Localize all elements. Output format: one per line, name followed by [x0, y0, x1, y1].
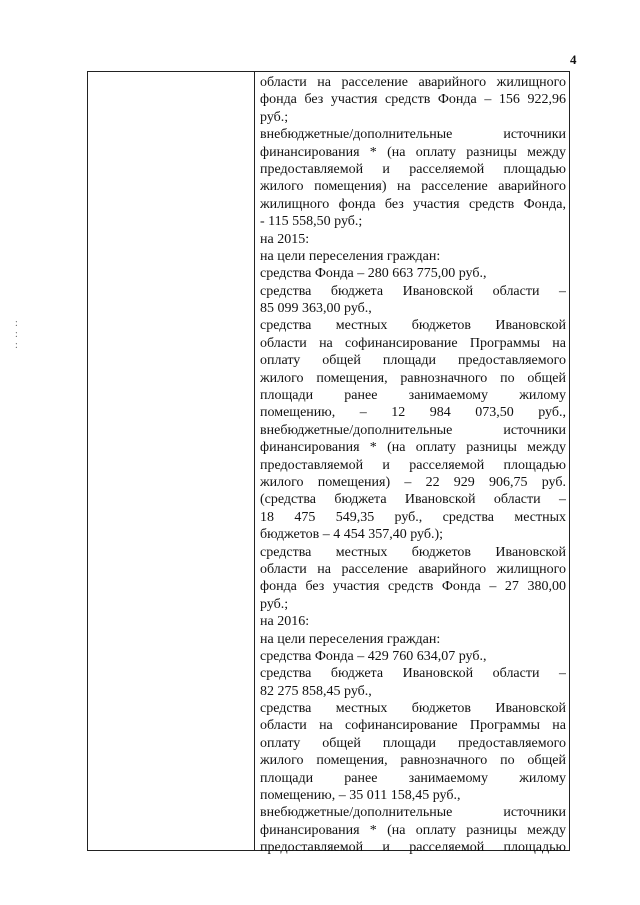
- text-line: помещению, – 35 011 158,45 руб.,: [260, 788, 461, 804]
- text-line: площади ранее занимаемому жилому: [260, 770, 566, 786]
- text-line: фонда без участия средств Фонда – 156 922,96: [260, 92, 566, 108]
- text-line: 18 475 549,35 руб., средства местных: [260, 509, 566, 525]
- text-line: бюджетов – 4 454 357,40 руб.);: [260, 527, 444, 543]
- page-number: 4: [570, 52, 577, 67]
- text-line: жилого помещения) на расселение аварийного: [260, 179, 566, 195]
- text-line: на цели переселения граждан:: [260, 248, 441, 264]
- text-line: площади ранее занимаемому жилому: [260, 388, 566, 404]
- document-table: [87, 71, 570, 856]
- text-line: жилого помещения) – 22 929 906,75 руб.: [260, 474, 566, 490]
- text-line: предоставляемой и расселяемой площадью: [260, 457, 566, 473]
- text-line: 85 099 363,00 руб.,: [260, 301, 372, 317]
- text-line: области на расселение аварийного жилищного: [260, 75, 566, 90]
- text-line: фонда без участия средств Фонда – 27 380,00: [260, 579, 566, 595]
- text-line: области на софинансирование Программы на: [260, 718, 566, 734]
- column-divider: [254, 72, 255, 850]
- text-line: на цели переселения граждан:: [260, 631, 441, 647]
- text-line: помещению, – 12 984 073,50 руб.,: [260, 405, 566, 421]
- text-line: руб.;: [260, 109, 289, 125]
- margin-marks: : : :: [15, 318, 18, 351]
- text-line: внебюджетные/дополнительные источники: [260, 805, 566, 821]
- text-line: области на софинансирование Программы на: [260, 335, 566, 351]
- text-line: на 2016:: [260, 614, 310, 630]
- text-line: средства местных бюджетов Ивановской: [260, 318, 566, 334]
- text-line: финансирования * (на оплату разницы между: [260, 144, 566, 160]
- text-line: - 115 558,50 руб.;: [260, 214, 363, 230]
- text-line: (средства бюджета Ивановской области –: [260, 492, 566, 508]
- text-line: жилого помещения, равнозначного по общей: [260, 370, 566, 386]
- text-line: на 2015:: [260, 231, 310, 247]
- text-line: средства Фонда – 280 663 775,00 руб.,: [260, 266, 487, 282]
- text-line: средства местных бюджетов Ивановской: [260, 701, 566, 717]
- text-line: предоставляемой и расселяемой площадью: [260, 161, 566, 177]
- text-line: жилищного фонда без участия средств Фонда,: [260, 196, 566, 212]
- text-line: предоставляемой и расселяемой площадью: [260, 840, 566, 856]
- text-line: руб.;: [260, 596, 289, 612]
- text-line: внебюджетные/дополнительные источники: [260, 422, 566, 438]
- text-line: средства бюджета Ивановской области –: [260, 283, 566, 299]
- text-line: средства бюджета Ивановской области –: [260, 666, 566, 682]
- text-line: средства местных бюджетов Ивановской: [260, 544, 566, 560]
- text-line: внебюджетные/дополнительные источники: [260, 127, 566, 143]
- text-line: области на расселение аварийного жилищного: [260, 561, 566, 577]
- text-line: финансирования * (на оплату разницы между: [260, 440, 566, 456]
- text-line: 82 275 858,45 руб.,: [260, 683, 372, 699]
- text-line: средства Фонда – 429 760 634,07 руб.,: [260, 648, 487, 664]
- text-line: финансирования * (на оплату разницы между: [260, 822, 566, 838]
- text-line: оплату общей площади предоставляемого: [260, 353, 566, 369]
- text-line: оплату общей площади предоставляемого: [260, 735, 566, 751]
- text-line: жилого помещения, равнозначного по общей: [260, 753, 566, 769]
- table-cell-content: [260, 74, 566, 857]
